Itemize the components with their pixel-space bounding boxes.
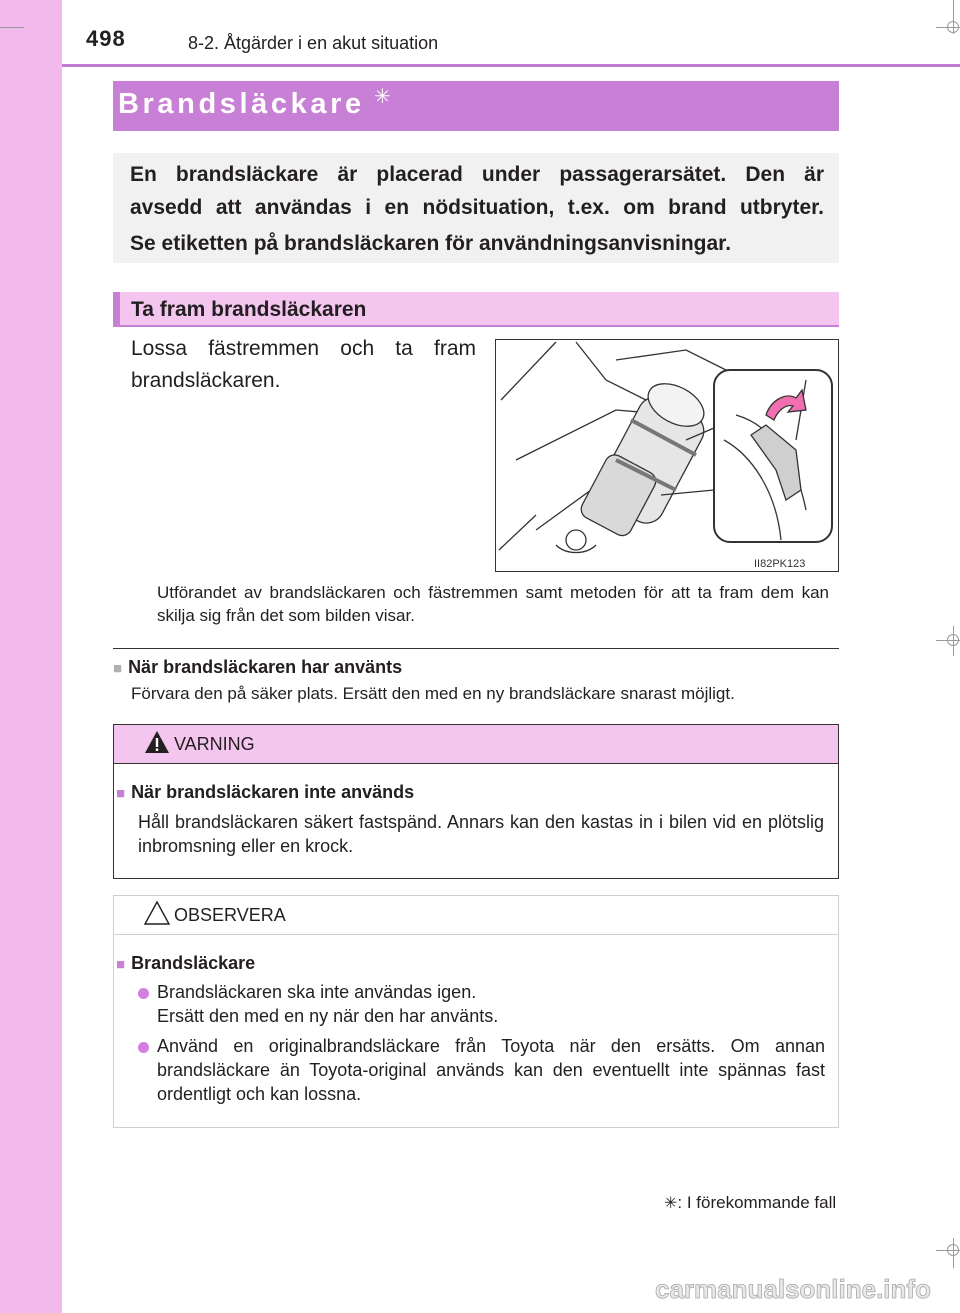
footnote: ✳: I förekommande fall xyxy=(664,1193,837,1212)
header-divider xyxy=(62,64,960,67)
warning-heading: ■ När brandsläckaren inte används xyxy=(116,782,415,802)
crop-mark xyxy=(0,27,24,28)
instruction-text xyxy=(131,333,476,397)
intro-line-1: En brandsläckare är placerad under passagerarsätet. Den är xyxy=(130,163,824,186)
warning-header xyxy=(114,725,838,764)
watermark-text: carmanualsonline.info xyxy=(655,1274,931,1304)
page-title: Brandsläckare xyxy=(118,88,365,120)
notice-label: OBSERVERA xyxy=(174,905,286,925)
registration-mark xyxy=(947,1244,959,1256)
image-code: II82PK123 xyxy=(754,558,806,570)
instruction-line-2: brandsläckaren. xyxy=(131,369,281,392)
square-bullet-icon: ■ xyxy=(116,785,126,802)
page-sidebar-tab xyxy=(0,0,62,1313)
section-title: 8-2. Åtgärder i en akut situation xyxy=(188,33,439,53)
notice-box xyxy=(113,895,839,1128)
section-divider xyxy=(113,648,839,649)
notice-heading: ■ Brandsläckare xyxy=(116,953,256,973)
warning-text: Håll brandsläckaren säkert fastspänd. Annars kan den kastas in i bilen vid en plötslig inbromsning eller en krock. xyxy=(138,812,824,856)
square-bullet-icon: ■ xyxy=(113,660,123,677)
registration-mark xyxy=(947,634,959,646)
extinguisher-drawing xyxy=(496,340,838,571)
used-heading: ■ När brandsläckaren har använts xyxy=(113,657,403,677)
bullet-dot-icon xyxy=(138,988,149,999)
page-number: 498 xyxy=(86,26,126,51)
intro-line-2: avsedd att användas i en nödsituation, t.ex. om brand utbryter. xyxy=(130,196,824,219)
bullet-dot-icon xyxy=(138,1042,149,1053)
registration-mark xyxy=(947,21,959,33)
intro-line-3: Se etiketten på brandsläckaren för användningsanvisningar. xyxy=(130,232,732,255)
warning-box xyxy=(113,724,839,879)
subsection-title: Ta fram brandsläckaren xyxy=(131,298,367,321)
footnote-asterisk: ✳ xyxy=(664,1195,678,1212)
notice-bullet-2: Använd en originalbrandsläckare från Toyota när den ersätts. Om annan brandsläckare än Toyota-original används kan den eventuellt inte spännas fast ordentligt och kan lossna. xyxy=(157,1036,825,1104)
title-asterisk: ✳ xyxy=(374,86,391,108)
warning-triangle-icon xyxy=(144,729,170,755)
caution-triangle-icon xyxy=(144,900,170,926)
instruction-line-1: Lossa fästremmen och ta fram xyxy=(131,337,476,360)
illustration-note: Utförandet av brandsläckaren och fästremmen samt metoden för att ta fram dem kan skilja sig från det som bilden visar. xyxy=(157,583,829,625)
square-bullet-icon: ■ xyxy=(116,956,126,973)
warning-label: VARNING xyxy=(174,734,255,754)
extinguisher-illustration xyxy=(495,339,839,572)
watermark xyxy=(655,1272,955,1304)
used-text: Förvara den på säker plats. Ersätt den med en ny brandsläckare snarast möjligt. xyxy=(131,684,735,703)
notice-header xyxy=(114,896,838,935)
notice-bullet-1: Brandsläckaren ska inte användas igen. Ersätt den med en ny när den har använts. xyxy=(157,982,499,1026)
